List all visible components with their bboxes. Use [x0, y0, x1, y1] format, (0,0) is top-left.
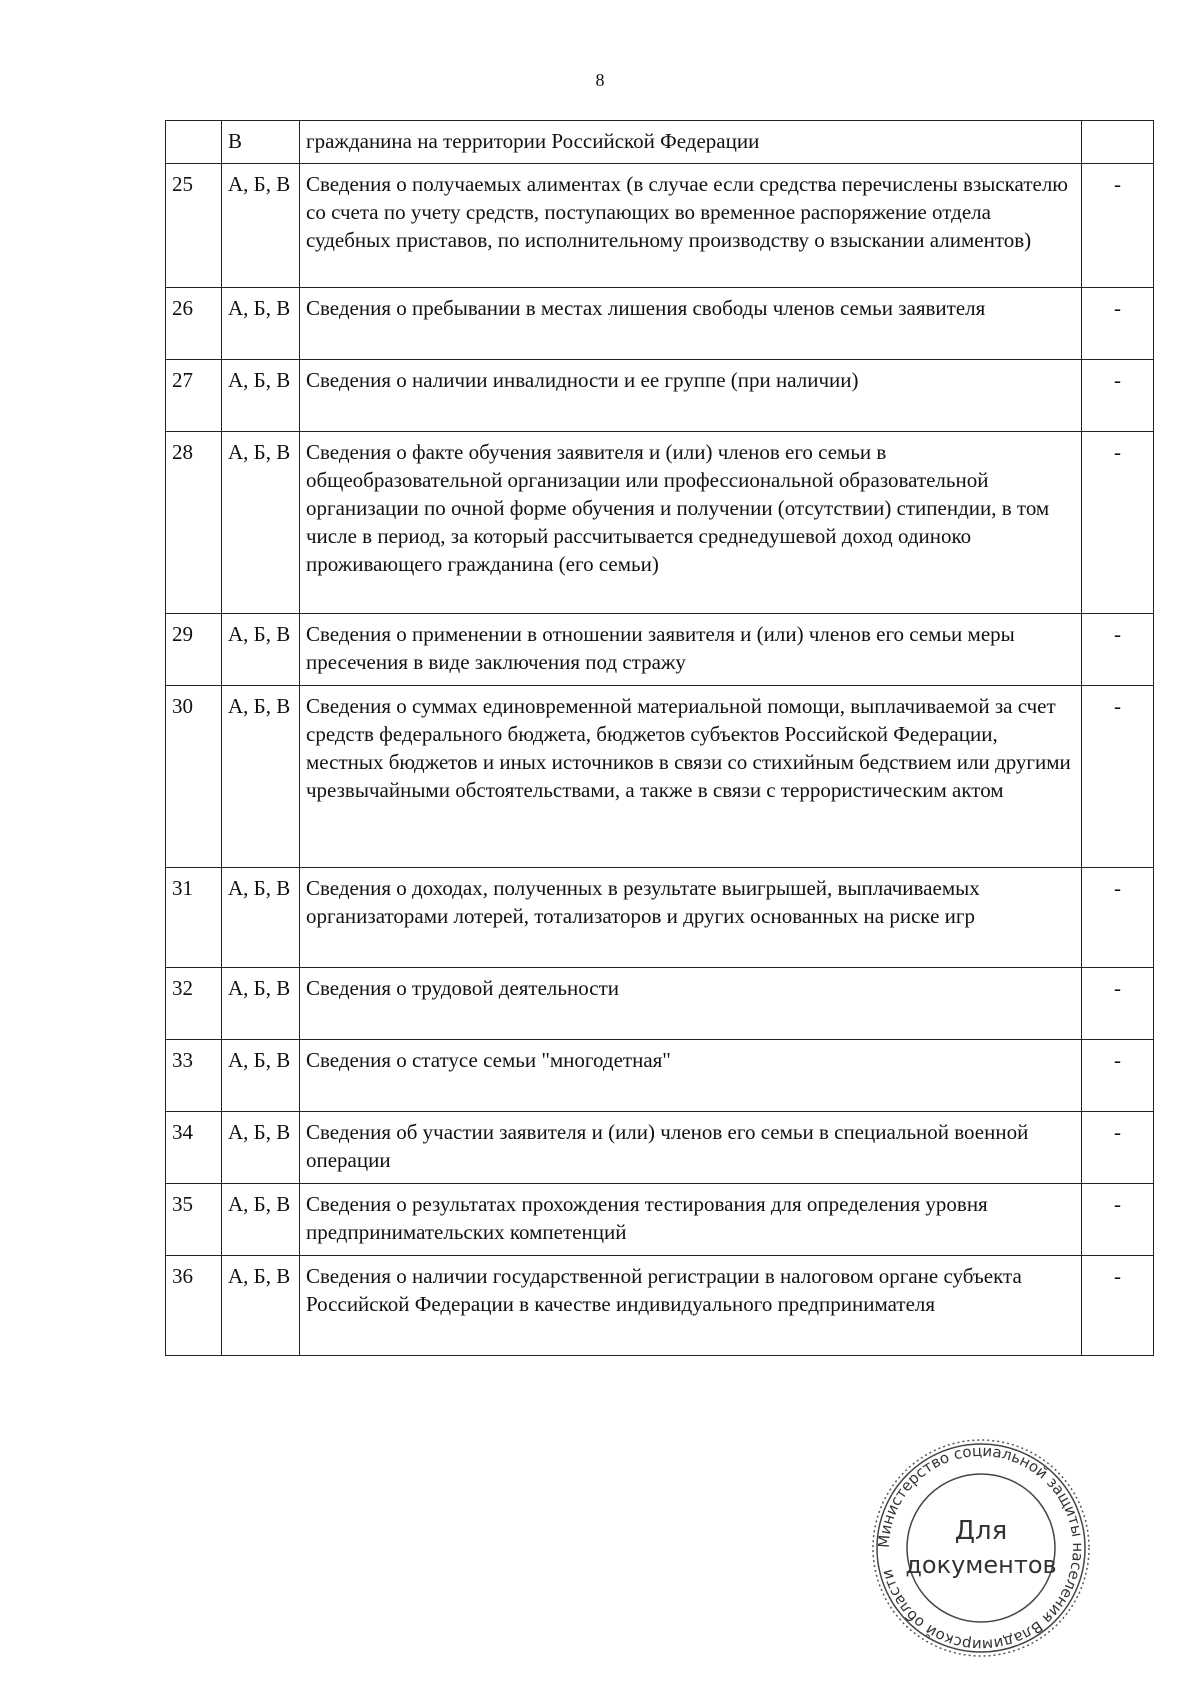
table-row — [166, 121, 1154, 164]
row-mark: - — [1082, 1256, 1154, 1356]
table-row — [166, 1184, 1154, 1256]
row-groups: А, Б, В — [222, 164, 300, 288]
row-number: 28 — [166, 432, 222, 614]
table-row — [166, 868, 1154, 968]
row-number: 32 — [166, 968, 222, 1040]
row-groups: А, Б, В — [222, 868, 300, 968]
official-stamp — [868, 1435, 1094, 1661]
stamp-center-line1: Для — [954, 1516, 1008, 1546]
row-groups: А, Б, В — [222, 968, 300, 1040]
table-row — [166, 968, 1154, 1040]
row-groups: А, Б, В — [222, 432, 300, 614]
row-number: 33 — [166, 1040, 222, 1112]
table-row — [166, 1040, 1154, 1112]
row-mark: - — [1082, 164, 1154, 288]
row-description: Сведения о наличии государственной регистрации в налоговом органе субъекта Российской Федерации в качестве индивидуального предпринимателя — [300, 1256, 1082, 1356]
table-row — [166, 686, 1154, 868]
stamp-center-line2: документов — [905, 1551, 1057, 1579]
row-description: гражданина на территории Российской Федерации — [300, 121, 1082, 164]
row-description: Сведения о статусе семьи "многодетная" — [300, 1040, 1082, 1112]
row-mark: - — [1082, 360, 1154, 432]
row-mark: - — [1082, 1184, 1154, 1256]
row-description: Сведения о применении в отношении заявителя и (или) членов его семьи меры пресечения в виде заключения под стражу — [300, 614, 1082, 686]
table-row — [166, 432, 1154, 614]
row-groups: А, Б, В — [222, 614, 300, 686]
row-description: Сведения о трудовой деятельности — [300, 968, 1082, 1040]
row-number: 30 — [166, 686, 222, 868]
row-number: 29 — [166, 614, 222, 686]
row-description: Сведения о пребывании в местах лишения свободы членов семьи заявителя — [300, 288, 1082, 360]
row-number: 26 — [166, 288, 222, 360]
row-description: Сведения о результатах прохождения тестирования для определения уровня предпринимательских компетенций — [300, 1184, 1082, 1256]
row-description: Сведения об участии заявителя и (или) членов его семьи в специальной военной операции — [300, 1112, 1082, 1184]
row-number: 36 — [166, 1256, 222, 1356]
row-mark: - — [1082, 1040, 1154, 1112]
table-row — [166, 614, 1154, 686]
row-groups: А, Б, В — [222, 1184, 300, 1256]
row-groups: А, Б, В — [222, 1040, 300, 1112]
row-groups: В — [222, 121, 300, 164]
row-mark: - — [1082, 432, 1154, 614]
row-number — [166, 121, 222, 164]
row-number: 25 — [166, 164, 222, 288]
row-description: Сведения о доходах, полученных в результате выигрышей, выплачиваемых организаторами лотерей, тотализаторов и других основанных на риске игр — [300, 868, 1082, 968]
row-number: 34 — [166, 1112, 222, 1184]
row-mark: - — [1082, 288, 1154, 360]
row-groups: А, Б, В — [222, 686, 300, 868]
table-row — [166, 1112, 1154, 1184]
table-row — [166, 360, 1154, 432]
row-mark: - — [1082, 1112, 1154, 1184]
row-description: Сведения о наличии инвалидности и ее группе (при наличии) — [300, 360, 1082, 432]
table-row — [166, 164, 1154, 288]
row-mark: - — [1082, 868, 1154, 968]
row-groups: А, Б, В — [222, 1256, 300, 1356]
row-groups: А, Б, В — [222, 1112, 300, 1184]
row-number: 31 — [166, 868, 222, 968]
row-number: 27 — [166, 360, 222, 432]
row-groups: А, Б, В — [222, 360, 300, 432]
row-mark: - — [1082, 614, 1154, 686]
table-row — [166, 1256, 1154, 1356]
row-description: Сведения о суммах единовременной материальной помощи, выплачиваемой за счет средств федерального бюджета, бюджетов субъектов Российской Федерации, местных бюджетов и иных источников в связи со стихийным бедствием или другими чрезвычайными обстоятельствами, а также в связи с террористическим актом — [300, 686, 1082, 868]
stamp-ring-text: Министерство социальной защиты населения Владимирской области — [874, 1441, 1088, 1655]
page-number: 8 — [595, 70, 605, 90]
row-number: 35 — [166, 1184, 222, 1256]
data-sources-table — [165, 120, 1154, 1356]
row-mark: - — [1082, 686, 1154, 868]
table-row — [166, 288, 1154, 360]
row-groups: А, Б, В — [222, 288, 300, 360]
row-mark — [1082, 121, 1154, 164]
row-description: Сведения о получаемых алиментах (в случае если средства перечислены взыскателю со счета по учету средств, поступающих во временное распоряжение отдела судебных приставов, по исполнительному производству о взыскании алиментов) — [300, 164, 1082, 288]
row-description: Сведения о факте обучения заявителя и (или) членов его семьи в общеобразовательной организации или профессиональной образовательной организации по очной форме обучения и получении (отсутствии) стипендии, в том числе в период, за который рассчитывается среднедушевой доход одиноко проживающего гражданина (его семьи) — [300, 432, 1082, 614]
row-mark: - — [1082, 968, 1154, 1040]
